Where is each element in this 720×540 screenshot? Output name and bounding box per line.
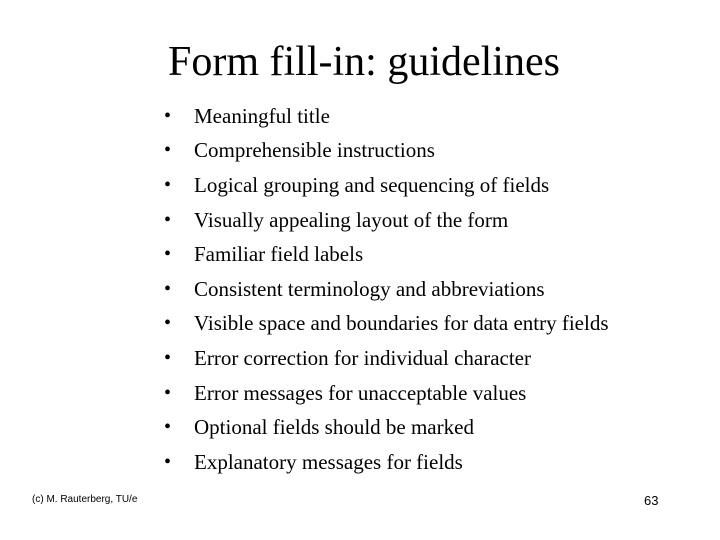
bullet-text: Logical grouping and sequencing of fields	[194, 172, 550, 197]
list-item	[164, 99, 609, 134]
bullet-text: Comprehensible instructions	[194, 138, 435, 163]
bullet-icon: •	[164, 381, 172, 404]
bullet-icon: •	[164, 139, 172, 162]
list-item	[164, 341, 609, 376]
bullet-icon: •	[164, 416, 172, 439]
copyright-footer: (c) M. Rauterberg, TU/e	[32, 494, 138, 505]
list-item	[164, 168, 609, 203]
bullet-text: Error correction for individual character	[194, 345, 531, 370]
list-item	[164, 376, 609, 411]
bullet-icon: •	[164, 450, 172, 473]
slide-title: Form fill-in: guidelines	[168, 39, 560, 85]
list-item	[164, 410, 609, 445]
bullet-text: Error messages for unacceptable values	[194, 380, 527, 405]
bullet-icon: •	[164, 104, 172, 127]
bullet-list	[164, 99, 609, 480]
bullet-icon: •	[164, 346, 172, 369]
list-item	[164, 237, 609, 272]
list-item	[164, 272, 609, 307]
bullet-text: Familiar field labels	[194, 242, 364, 267]
bullet-icon: •	[164, 243, 172, 266]
list-item	[164, 134, 609, 169]
bullet-text: Consistent terminology and abbreviations	[194, 276, 545, 301]
bullet-text: Meaningful title	[194, 103, 330, 128]
list-item	[164, 445, 609, 480]
bullet-text: Optional fields should be marked	[194, 415, 474, 440]
bullet-icon: •	[164, 312, 172, 335]
bullet-text: Explanatory messages for fields	[194, 449, 463, 474]
bullet-text: Visually appealing layout of the form	[194, 207, 509, 232]
list-item	[164, 203, 609, 238]
list-item	[164, 307, 609, 342]
bullet-icon: •	[164, 173, 172, 196]
page-number: 63	[644, 493, 659, 508]
bullet-icon: •	[164, 277, 172, 300]
bullet-icon: •	[164, 208, 172, 231]
bullet-text: Visible space and boundaries for data entry fields	[194, 311, 609, 336]
